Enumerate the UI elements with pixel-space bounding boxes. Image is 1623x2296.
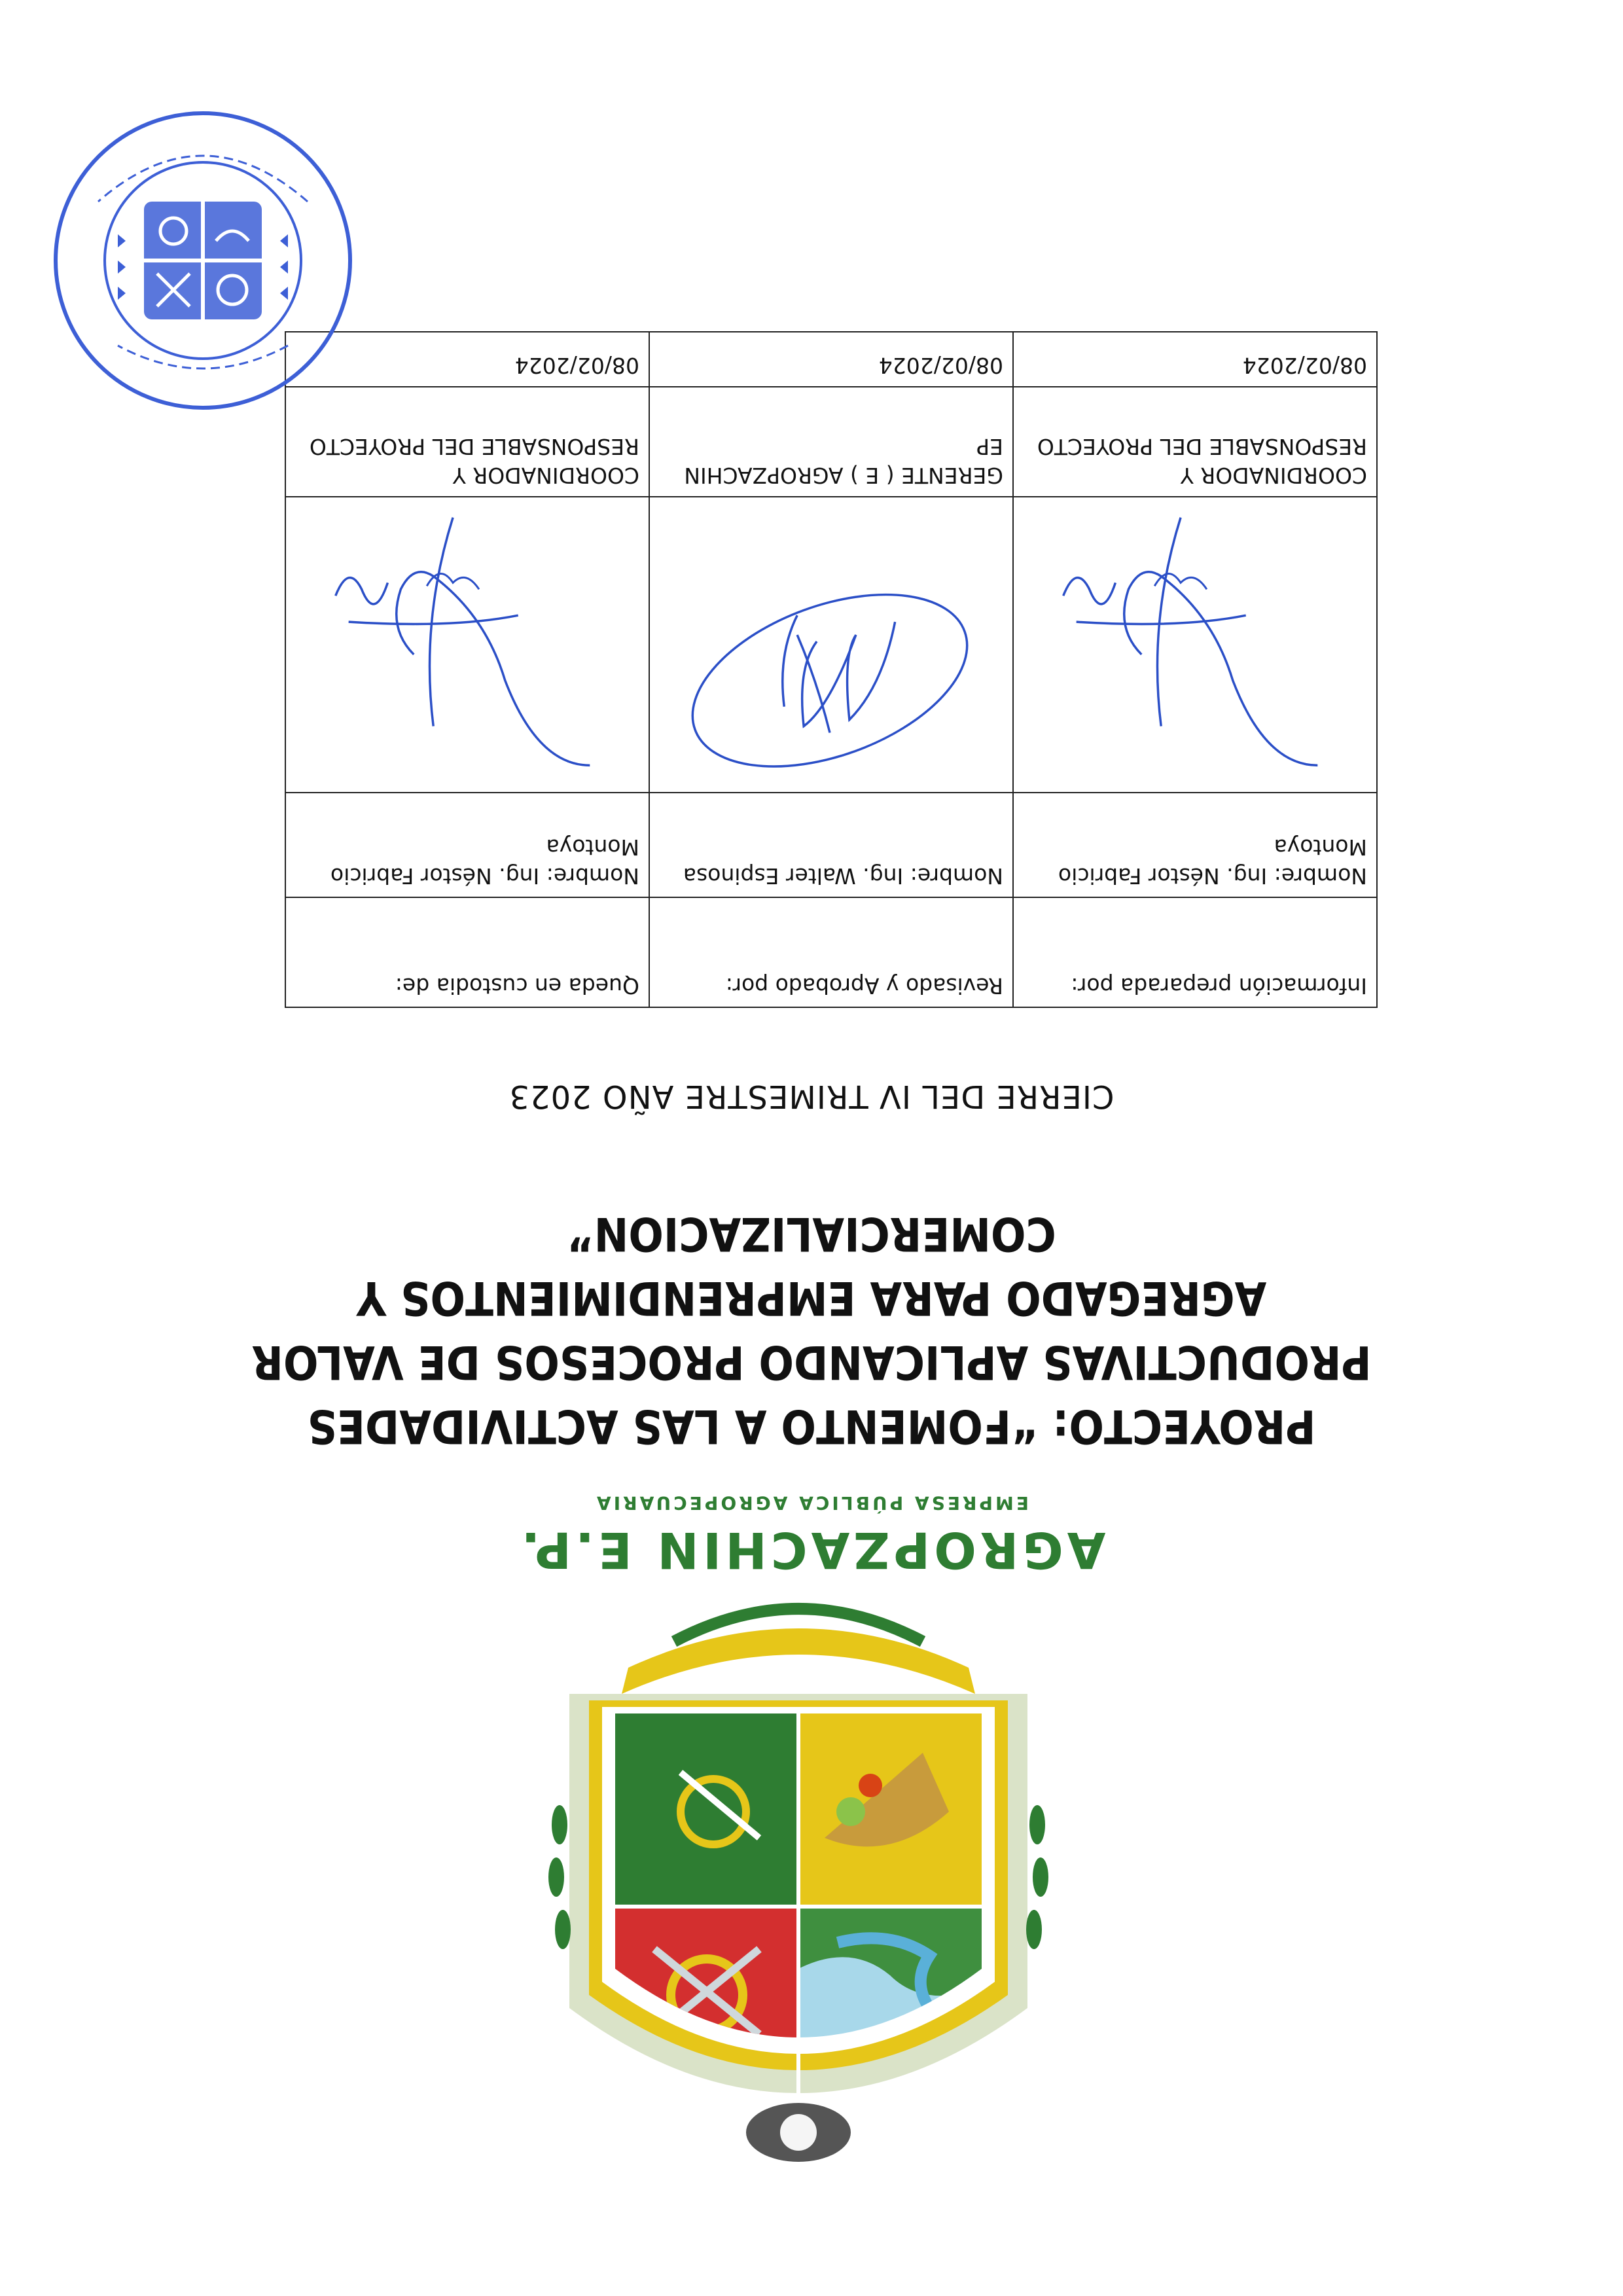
date-cell: 08/02/2024 (1013, 332, 1377, 387)
header-cell: Queda en custodia de: (285, 897, 649, 1007)
project-title-line: COMERCIALIZACION” (567, 1207, 1056, 1261)
role-cell: COORDINADOR Y RESPONSABLE DEL PROYECTO (285, 387, 649, 497)
name-cell: Nombre: Ing. Néstor Fabricio Montoya (285, 793, 649, 897)
date-cell: 08/02/2024 (649, 332, 1013, 387)
header-cell: Revisado y Aprobado por: (649, 897, 1013, 1007)
table-row (285, 332, 1377, 387)
role-cell: GERENTE ( E ) AGROPZACHIN EP (649, 387, 1013, 497)
name-cell: Nombre: Ing. Walter Espinosa (649, 793, 1013, 897)
signature-cell (1013, 497, 1377, 793)
table-row (285, 497, 1377, 793)
handwritten-signature (1014, 497, 1376, 792)
date-cell: 08/02/2024 (285, 332, 649, 387)
signature-cell (649, 497, 1013, 793)
project-title (249, 1202, 1374, 1458)
document-subtitle: CIERRE DEL IV TRIMESTRE AÑO 2023 (508, 1078, 1115, 1115)
table-row (285, 387, 1377, 497)
agropzachin-emblem-logo (510, 1550, 1086, 2204)
brand-name: AGROPZACHIN E.P. (517, 1521, 1106, 1579)
project-title-line: PRODUCTIVAS APLICANDO PROCESOS DE VALOR (251, 1335, 1372, 1389)
role-cell: COORDINADOR Y RESPONSABLE DEL PROYECTO (1013, 387, 1377, 497)
signature-table (285, 331, 1378, 1008)
brand-tagline: EMPRESA PÚBLICA AGROPECUARIA (594, 1492, 1029, 1514)
handwritten-signature (286, 497, 649, 792)
name-cell: Nombre: Ing. Néstor Fabricio Montoya (1013, 793, 1377, 897)
table-row (285, 897, 1377, 1007)
company-seal-stamp (39, 103, 366, 418)
handwritten-signature (650, 497, 1012, 792)
project-title-line: AGREGADO PARA EMPRENDIMIENTOS Y (356, 1271, 1267, 1325)
header-cell: Información preparada por: (1013, 897, 1377, 1007)
signature-cell (285, 497, 649, 793)
table-row (285, 793, 1377, 897)
project-title-line: PROYECTO: “FOMENTO A LAS ACTIVIDADES (307, 1399, 1316, 1453)
